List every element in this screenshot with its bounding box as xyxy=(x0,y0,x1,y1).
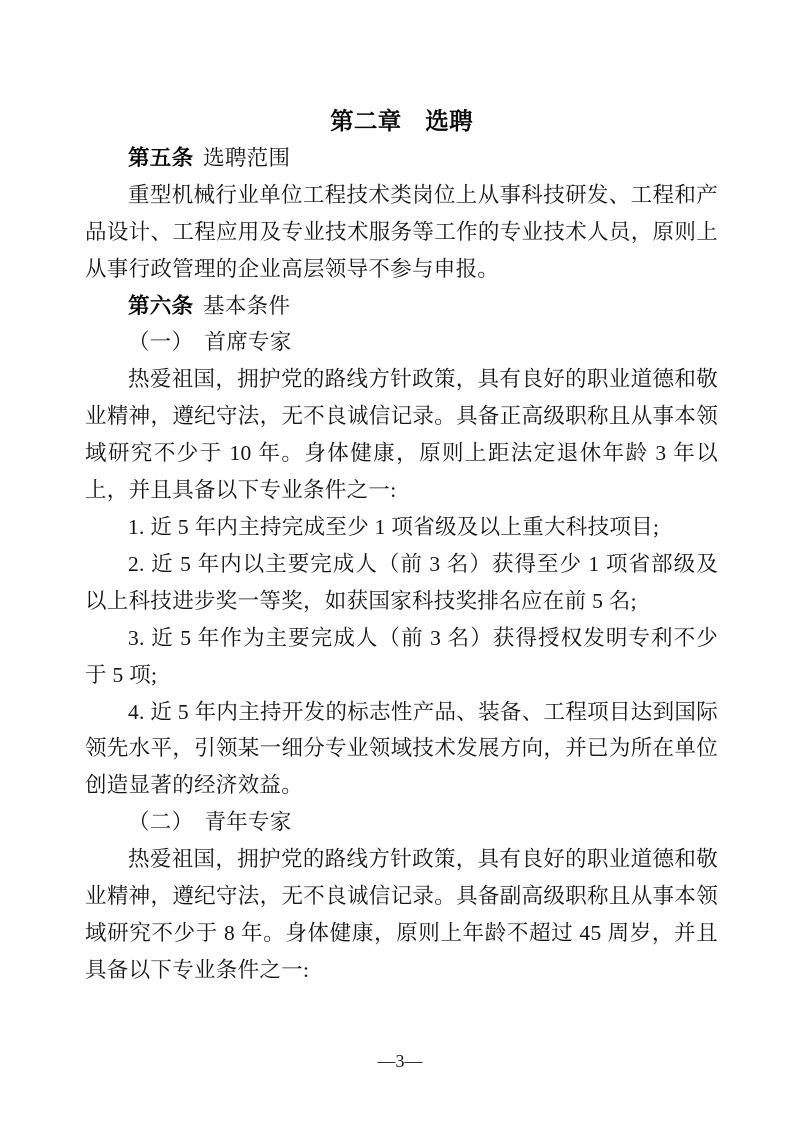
section-2-intro: 热爱祖国，拥护党的路线方针政策，具有良好的职业道德和敬业精神，遵纪守法，无不良诚信记录。具备副高级职称且从事本领域研究不少于 8 年。身体健康，原则上年龄不超过 45 周岁，并且具备以下专业条件之一: xyxy=(85,847,718,982)
section-1-intro: 热爱祖国，拥护党的路线方针政策，具有良好的职业道德和敬业精神，遵纪守法，无不良诚信记录。具备正高级职称且从事本领域研究不少于 10 年。身体健康，原则上距法定退休年龄 3 年以上，并且具备以下专业条件之一: xyxy=(85,367,718,503)
article-6-heading xyxy=(85,288,718,325)
condition-item-4: 4. 近 5 年内主持开发的标志性产品、装备、工程项目达到国际领先水平，引领某一细分专业领域技术发展方向，并已为所在单位创造显著的经济效益。 xyxy=(85,699,718,798)
page-number: —3— xyxy=(377,1051,423,1071)
section-1-heading: （一） 首席专家 xyxy=(128,330,292,355)
condition-item-1: 1. 近 5 年内主持完成至少 1 项省级及以上重大科技项目; xyxy=(128,514,660,539)
condition-item-3: 3. 近 5 年作为主要完成人（前 3 名）获得授权发明专利不少于 5 项; xyxy=(85,625,718,687)
article-6-label: 第六条 xyxy=(128,293,194,318)
article-5-heading xyxy=(85,140,718,177)
article-5-title: 选聘范围 xyxy=(203,145,291,170)
article-6-title: 基本条件 xyxy=(203,293,291,318)
section-2-heading: （二） 青年专家 xyxy=(128,810,292,835)
condition-item-2: 2. 近 5 年内以主要完成人（前 3 名）获得至少 1 项省部级及以上科技进步奖一等奖，如获国家科技奖排名应在前 5 名; xyxy=(85,551,718,613)
chapter-title: 第二章 选聘 xyxy=(330,108,473,134)
article-5-label: 第五条 xyxy=(128,145,194,170)
article-5-body: 重型机械行业单位工程技术类岗位上从事科技研发、工程和产品设计、工程应用及专业技术服务等工作的专业技术人员，原则上从事行政管理的企业高层领导不参与申报。 xyxy=(85,182,718,281)
document-body xyxy=(85,103,718,989)
